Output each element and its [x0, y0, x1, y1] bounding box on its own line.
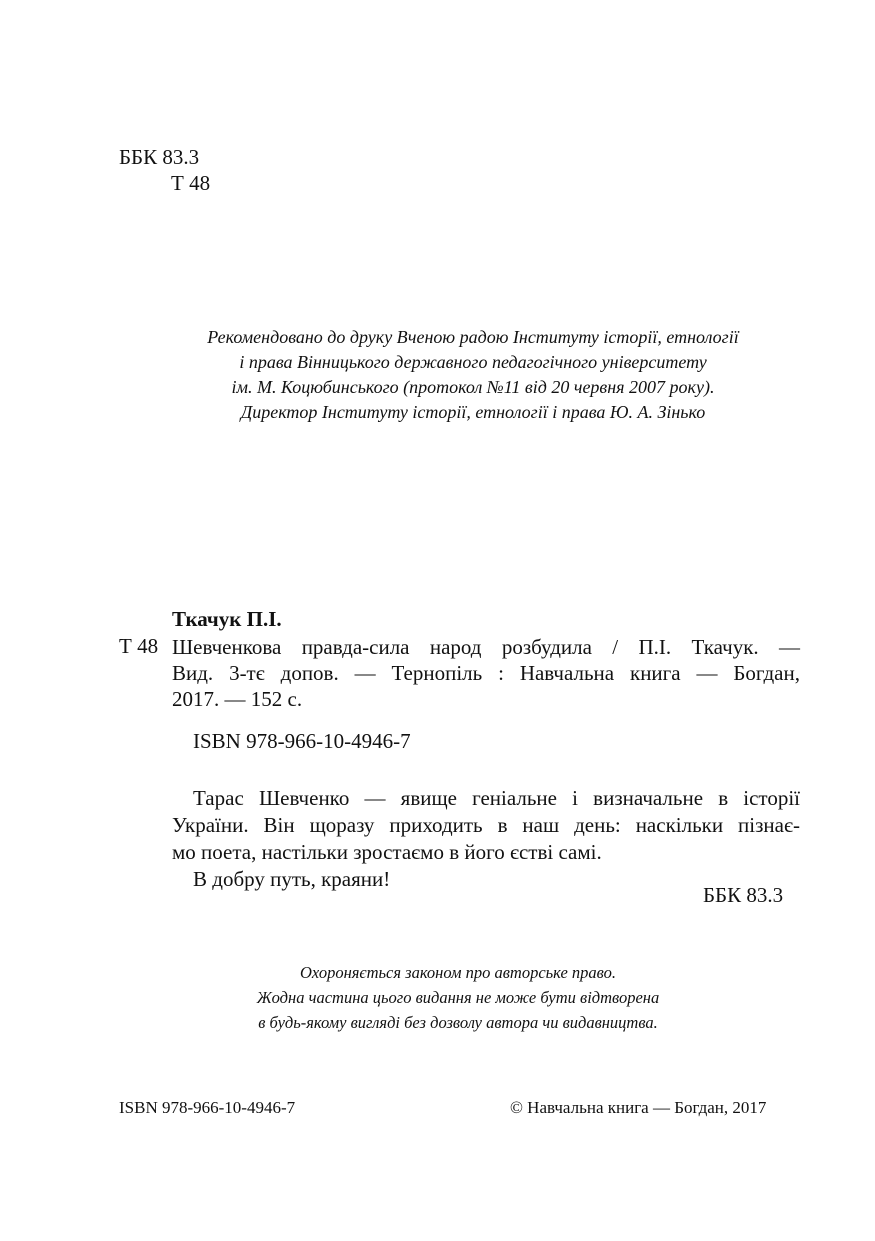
recommendation-line: ім. М. Коцюбинського (протокол №11 від 20 червня 2007 року). [231, 377, 715, 397]
recommendation-line: Директор Інституту історії, етнології і права Ю. А. Зінько [240, 402, 706, 422]
annotation-line: мо поета, настільки зростаємо в його єстві самі. [172, 840, 602, 864]
isbn-main: ISBN 978-966-10-4946-7 [193, 729, 411, 753]
bbk-classification [119, 144, 210, 196]
bbk-code: ББК 83.3 [119, 145, 200, 169]
annotation-bbk: ББК 83.3 [703, 883, 784, 907]
biblio-line: Вид. 3-тє допов. — Тернопіль : Навчальна книга — Богдан, [172, 661, 800, 685]
copyright-line: в будь-якому вигляді без дозволу автора чи видавництва. [258, 1013, 658, 1032]
copyright-line: Жодна частина цього видання не може бути відтворена [256, 988, 660, 1007]
biblio-line: Шевченкова правда-сила народ розбудила / П.І. Ткачук. — [172, 635, 800, 659]
footer-isbn: ISBN 978-966-10-4946-7 [119, 1098, 296, 1117]
annotation [172, 785, 800, 893]
annotation-line: В добру путь, краяни! [193, 867, 391, 891]
copyright-notice [168, 960, 748, 1035]
annotation-line: України. Він щоразу приходить в наш день: наскільки пізнає- [172, 813, 800, 837]
author-mark: Т 48 [171, 171, 211, 195]
author-heading: Ткачук П.І. [172, 607, 282, 631]
biblio-line: 2017. — 152 с. [172, 687, 303, 711]
recommendation-line: і права Вінницького державного педагогічного університету [239, 352, 707, 372]
recommendation-note [168, 325, 778, 425]
copyright-line: Охороняється законом про авторське право. [299, 963, 617, 982]
footer-copyright: © Навчальна книга — Богдан, 2017 [510, 1098, 767, 1117]
catalog-code: Т 48 [119, 634, 159, 658]
recommendation-line: Рекомендовано до друку Вченою радою Інституту історії, етнології [207, 327, 739, 347]
bibliographic-description [172, 634, 800, 712]
annotation-line: Тарас Шевченко — явище геніальне і визначальне в історії [193, 786, 800, 810]
